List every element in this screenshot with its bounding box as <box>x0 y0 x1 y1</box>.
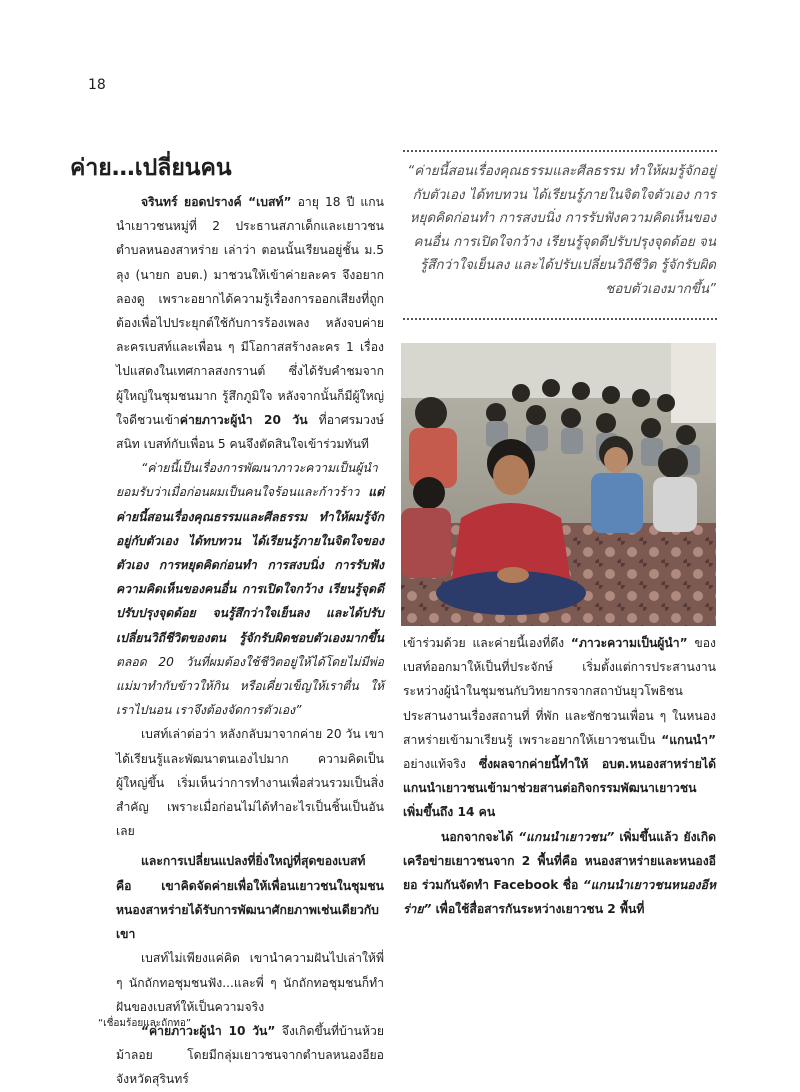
right-paragraph <box>403 631 716 825</box>
page-number: 18 <box>88 77 106 93</box>
text-run: เพิ่มขึ้นแล้ว ยังเกิดเครือข่ายเยาวชนจาก 2 พื้นที่คือ หนองสาหร่ายและหนองอียอ ร่วมกันจัดทำ Facebook ชื่อ <box>403 829 716 893</box>
right-paragraph <box>403 825 716 922</box>
text-run: “แกนนำเยาวชน” <box>518 829 615 844</box>
quote-bottom-divider <box>403 318 717 320</box>
text-run: “แกนนำ” <box>661 732 716 747</box>
text-run: แต่ค่ายนี้สอนเรื่องคุณธรรมและศีลธรรม ทำให้ผมรู้จักอยู่กับตัวเอง ได้ทบทวน ได้เรียนรู้ภายในจิตใจของตัวเอง การหยุดคิดก่อนทำ การสงบนิ่ง การรับฟังความคิดเห็นของคนอื่น การเปิดใจกว้าง เรียนรู้จุดดี ปรับปรุงจุดด้อย จนรู้สึกว่าใจเย็นลง และได้ปรับเปลี่ยนวิถีชีวิตของตน รู้จักรับผิดชอบตัวเองมากขึ้น <box>116 485 384 645</box>
text-run: ซึ่งผลจากค่ายนี้ทำให้ อบต.หนองสาหร่ายได้แกนนำเยาวชนเข้ามาช่วยสานต่อกิจกรรมพัฒนาเยาวชนเพิ่มขึ้นถึง 14 คน <box>403 757 716 820</box>
left-paragraph <box>116 849 384 946</box>
left-paragraph <box>116 722 384 843</box>
text-run: เบสท์ไม่เพียงแค่คิด เขานำความฝันไปเล่าให้พี่ ๆ นักถักทอชุมชนฟัง...และพี่ ๆ นักถักทอชุมชนก็ทำฝันของเบสท์ให้เป็นความจริง <box>116 951 384 1014</box>
pull-quote: “ค่ายนี้สอนเรื่องคุณธรรมและศีลธรรม ทำให้ผมรู้จักอยู่กับตัวเอง ได้ทบทวน ได้เรียนรู้ภายในจิตใจตัวเอง การหยุดคิดก่อนทำ การสงบนิ่ง การรับฟังความคิดเห็นของคนอื่น การเปิดใจกว้าง เรียนรู้จุดดีปรับปรุงจุดด้อย จนรู้สึกว่าใจเย็นลง และได้ปรับเปลี่ยนวิถีชีวิต รู้จักรับผิดชอบตัวเองมากขึ้น” <box>407 164 716 297</box>
quote-top-divider <box>403 150 717 152</box>
text-run: “ภาวะความเป็นผู้นำ” <box>570 636 688 650</box>
text-run: เบสท์เล่าต่อว่า หลังกลับมาจากค่าย 20 วัน เขาได้เรียนรู้และพัฒนาตนเองไปมาก ความคิดเป็นผู้ใหญ่ขึ้น เริ่มเห็นว่าการทำงานเพื่อส่วนรวมเป็นสิ่งสำคัญ เพราะเมื่อก่อนไม่ได้ทำอะไรเป็นชิ้นเป็นอันเลย <box>116 727 384 839</box>
text-run: และการเปลี่ยนแปลงที่ยิ่งใหญ่ที่สุดของเบสท์ คือ เขาคิดจัดค่ายเพื่อให้เพื่อนเยาวชนในชุมชนหนองสาหร่ายได้รับการพัฒนาศักยภาพเช่นเดียวกับเขา <box>116 854 384 942</box>
text-run: เข้าร่วมด้วย และค่ายนี้เองที่ดึง <box>403 636 571 650</box>
text-run: “ค่ายนี้เป็นเรื่องการพัฒนาภาวะความเป็นผู้นำ ยอมรับว่าเมื่อก่อนผมเป็นคนใจร้อนและก้าวร้าว <box>116 461 378 500</box>
article-title: ค่าย…เปลี่ยนคน <box>70 155 232 181</box>
text-run: อายุ 18 ปี แกนนำเยาวชนหมู่ที่ 2 ประธานสภาเด็กและเยาวชนตำบลหนองสาหร่าย เล่าว่า ตอนนั้นเรียนอยู่ชั้น ม.5 ลุง (นายก อบต.) มาชวนให้เข้าค่ายละคร จึงอยากลองดู เพราะอยากได้ความรู้เรื่องการออกเสียงที่ถูกต้องเพื่อไปประยุกต์ใช้กับการร้องเพลง หลังจบค่ายละครเบสท์และเพื่อน ๆ มีโอกาสสร้างละคร 1 เรื่อง ไปแสดงในเทศกาลสงกรานต์ ซึ่งได้รับคำชมจากผู้ใหญ่ในชุมชนมาก รู้สึกภูมิใจ หลังจากนั้นก็มีผู้ใหญ่ใจดีชวนเข้า <box>116 195 384 427</box>
text-run: เพื่อใช้สื่อสารกันระหว่างเยาวชน 2 พื้นที่ <box>431 902 645 917</box>
photo-illustration <box>401 343 716 626</box>
text-run: ตลอด 20 วันที่ผมต้องใช้ชีวิตอยู่ให้ได้โดยไม่มีพ่อแม่มาทำกับข้าวให้กิน หรือเคี่ยวเข็ญให้เราตื่น ให้เราไปนอน เราจึงต้องจัดการตัวเอง” <box>116 654 384 718</box>
text-run: จรินทร์ ยอดปรางค์ “เบสท์” <box>141 195 292 209</box>
article-right-column <box>403 631 716 921</box>
left-paragraph <box>116 190 384 456</box>
footer-publication: “เชื่อมร้อยและถักทอ” <box>98 1018 192 1029</box>
article-left-column <box>116 190 384 1092</box>
text-run: “ค่ายภาวะผู้นำ 10 วัน” <box>141 1023 276 1038</box>
text-run: ค่ายภาวะผู้นำ 20 วัน <box>179 412 308 427</box>
left-paragraph <box>116 946 384 1019</box>
meditation-camp-photo <box>401 343 716 626</box>
text-run: จึงเกิดขึ้นที่บ้านห้วยม้าลอย โดยมีกลุ่มเยาวชนจากตำบลหนองอียอ จังหวัดสุรินทร์ <box>116 1023 384 1087</box>
text-run: ของเบสท์ออกมาให้เป็นที่ประจักษ์ เริ่มตั้งแต่การประสานงานระหว่างผู้นำในชุมชนกับวิทยากรจากสถาบันยุวโพธิชน ประสานงานเรื่องสถานที่ ที่พัก และชักชวนเพื่อน ๆ ในหนองสาหร่ายเข้ามาเรียนรู้ เพราะอยากให้เยาวชนเป็น <box>403 636 716 747</box>
left-paragraph <box>116 456 384 722</box>
text-run: อย่างแท้จริง <box>403 757 479 772</box>
text-run: ที่อาศรมวงษ์สนิท เบสท์กับเพื่อน 5 คนจึงตัดสินใจเข้าร่วมทันที <box>116 412 385 452</box>
text-run: นอกจากจะได้ <box>441 829 519 844</box>
text-run: “แกนนำเยาวชนหนองอีหร่าย” <box>403 878 716 917</box>
